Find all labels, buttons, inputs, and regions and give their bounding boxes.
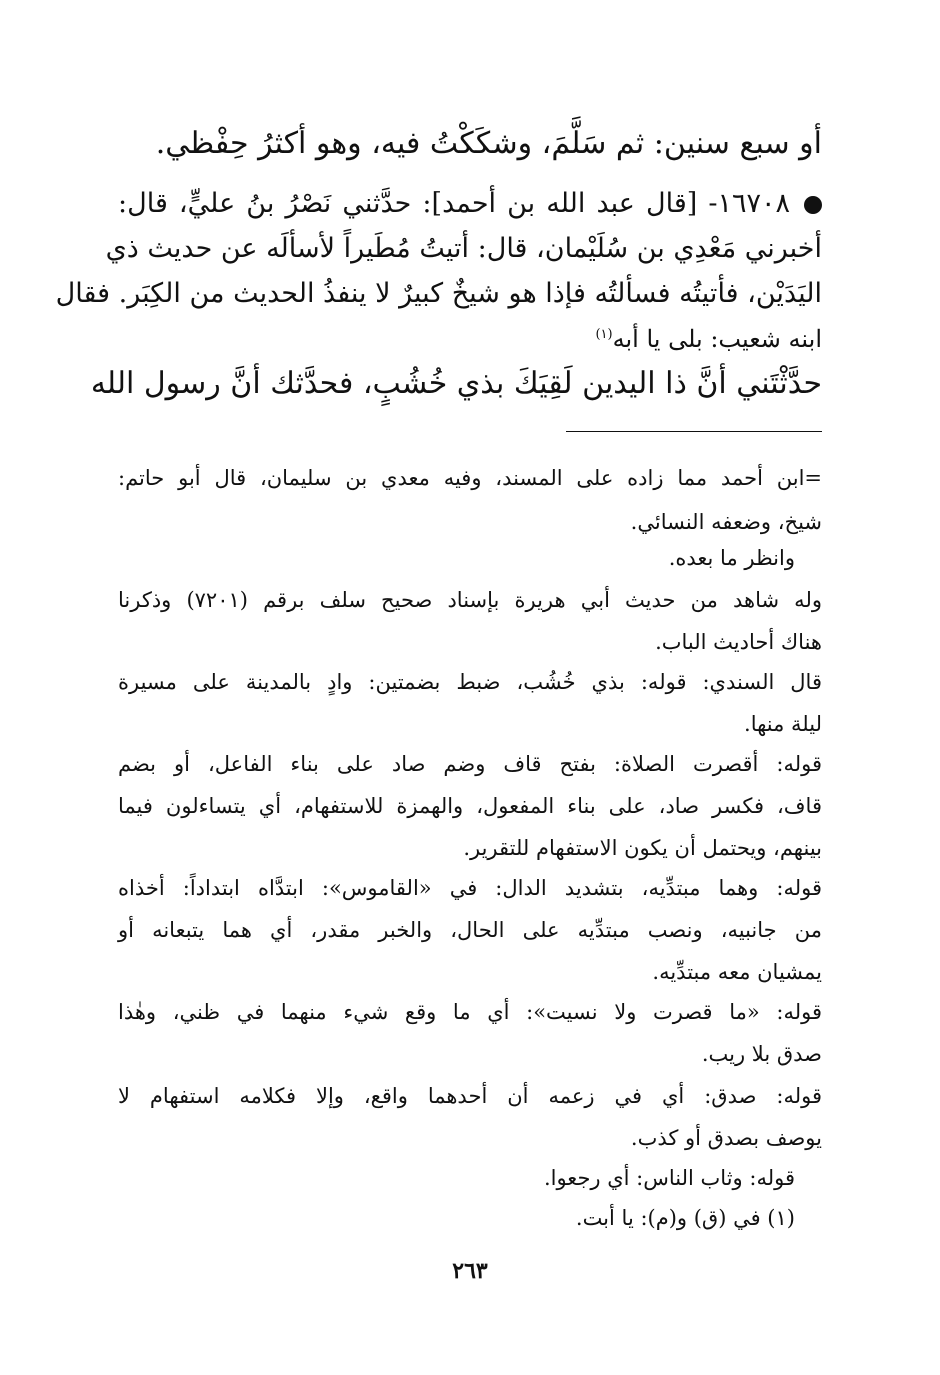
note-line: قال السندي: قوله: بذي خُشُب، ضبط بضمتين: وادٍ بالمدينة على مسيرة <box>118 670 822 694</box>
note-line: من جانبيه، ونصب مبتدِّيه على الحال، والخبر مقدر، أي هما يتبعانه أو <box>118 918 822 942</box>
hadith-text: حدَّثْتَني أنَّ ذا اليدين لَقِيَكَ بذي خُشُبٍ، فحدَّثك أنَّ رسول الله <box>90 366 822 401</box>
footnote-reference: (١) <box>595 327 613 342</box>
hadith-text: أخبرني مَعْدِي بن سُلَيْمان، قال: أتيتُ مُطَيراً لأسألَه عن حديث ذي <box>105 233 822 264</box>
hadith-text: ١٦٧٠٨- [قال عبد الله بن أحمد]: حدَّثني نَصْرُ بنُ عليٍّ، قال: <box>118 188 790 219</box>
note-line: وله شاهد من حديث أبي هريرة بإسناد صحيح سلف برقم (٧٢٠١) وذكرنا <box>118 588 822 612</box>
note-line: هناك أحاديث الباب. <box>655 630 822 654</box>
hadith-header-line <box>118 182 822 226</box>
note-line: قوله: «ما قصرت ولا نسيت»: أي ما وقع شيء منهما في ظني، وهٰذا <box>118 1000 822 1024</box>
note-line: قاف، فكسر صاد، على بناء المفعول، والهمزة للاستفهام، أي يتساءلون فيما <box>118 794 822 818</box>
hadith-text: اليَدَيْن، فأتيتُه فسألتُه فإذا هو شيخٌ كبيرٌ لا ينفذُ الحديث من الكِبَر. فقال <box>55 278 822 309</box>
page-number: ٢٦٣ <box>452 1258 488 1284</box>
note-line: شيخ، وضعفه النسائي. <box>630 510 822 534</box>
note-line: ليلة منها. <box>744 712 822 736</box>
hadith-line-5 <box>90 362 822 406</box>
main-text: أو سبع سنين: ثم سَلَّمَ، وشكَكْتُ فيه، وهو أكثرُ حِفْظي. <box>155 126 822 161</box>
note-line: وانظر ما بعده. <box>668 546 795 570</box>
hadith-text: ابنه شعيب: بلى يا أبه <box>612 325 822 353</box>
hadith-line-2 <box>105 227 822 271</box>
hadith-line-3 <box>55 272 822 316</box>
note-line: صدق بلا ريب. <box>701 1042 822 1066</box>
footnote-1: (١) في (ق) و(م): يا أبت. <box>575 1206 795 1230</box>
note-line: بينهم، ويحتمل أن يكون الاستفهام للتقرير. <box>463 836 822 860</box>
footnote-separator <box>566 431 822 432</box>
main-text-line-1 <box>118 122 822 166</box>
note-line: قوله: وهما مبتدِّيه، بتشديد الدال: في «القاموس»: ابتدَّاه ابتداداً: أخذاه <box>118 876 822 900</box>
note-line: =ابن أحمد مما زاده على المسند، وفيه معدي بن سليمان، قال أبو حاتم: <box>118 466 822 490</box>
note-line: يوصف بصدق أو كذب. <box>630 1126 822 1150</box>
hadith-line-4 <box>118 317 822 361</box>
note-line: قوله: وثاب الناس: أي رجعوا. <box>543 1166 795 1190</box>
note-line: يمشيان معه مبتدِّيه. <box>652 960 822 984</box>
note-line: قوله: صدق: أي في زعمه أن أحدهما واقع، وإلا فكلامه استفهام لا <box>118 1084 822 1108</box>
note-line: قوله: أقصرت الصلاة: بفتح قاف وضم صاد على بناء الفاعل، أو بضم <box>118 752 822 776</box>
bullet-icon <box>804 196 822 214</box>
